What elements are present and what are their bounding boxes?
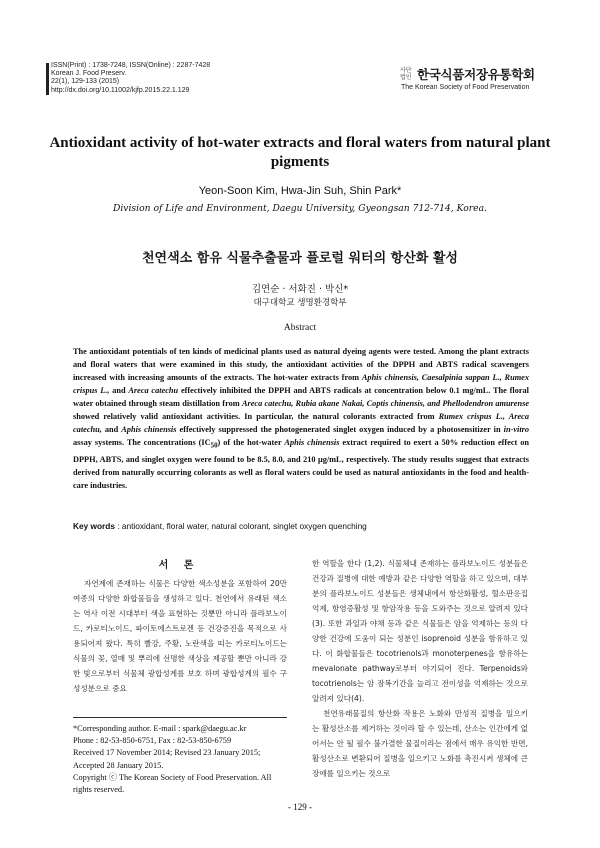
received-date: Received 17 November 2014; Revised 23 January 2015; [73,748,261,758]
contact-phone: Phone : 82-53-850-6751, Fax : 82-53-850-6759 [73,736,232,746]
abstract-text: The antioxidant potentials of ten kinds of medicinal plants used as natural dyeing agents were tested. Among the plant extracts and floral waters that were examined in this study, the antioxidant activities of the DPPH and ABTS radical scavengers increased with increasing amounts of the extracts. The hot-water extracts from Aphis chinensis, Caesalpinia sappan L., Rumex crispus L., and Areca catechu effectively inhibited the DPPH and ABTS radicals at concentration below 0.1 mg/mL. The floral water obtained through steam distillation from Areca catechu, Rubia akane Nakai, Coptis chinensis, and Phellodendron amurense showed relatively valid antioxidant activities. In particular, the natural colorants extracted from Rumex crispus L., Areca catechu, and Aphis chinensis effectively suppressed the photogenerated singlet oxygen induced by a photosensitizer in in-vitro assay systems. The concentrations $(IC_{50})$ of the hot-water Aphis chinensis extract required to exert a 50% reduction effect on DPPH, ABTS, and singlet oxygen were found to be 8.5, 8.0, and 210 μg/mL, respectively. The study results suggest that extracts derived from naturally occurring colorants as well as floral waters could be used as natural antioxidants in the food and health-care industries. [73,347,530,490]
journal-meta [51,62,210,95]
copyright-line-2: rights reserved. [73,785,125,795]
abstract-heading: Abstract [283,323,317,333]
body-column-left [73,576,287,696]
issn-line: ISSN(Print) : 1738-7248, ISSN(Online) : 2287-7428 [51,62,211,69]
society-name-en: The Korean Society of Food Preservation [401,84,530,91]
meta-bar [46,63,49,95]
korean-title: 천연색소 함유 식물추출물과 플로럴 워터의 항산화 활성 [142,251,458,266]
society-prefix: 사단 법인 [400,67,412,81]
keywords-list: : antioxidant, floral water, natural colorant, singlet oxygen quenching [114,521,367,531]
copyright-line: Copyright ⓒ The Korean Society of Food Preservation. All [73,772,272,782]
society-logo [400,64,560,94]
journal-abbrev: Korean J. Food Preserv. [51,70,127,78]
accepted-date: Accepted 28 January 2015. [73,760,164,770]
affiliation: Division of Life and Environment, Daegu University, Gyeongsan 712-714, Korea. [113,203,487,214]
korean-affiliation: 대구대학교 생명환경학부 [253,298,347,308]
section-heading-introduction: 서 론 [158,560,200,571]
doi-link[interactable]: http://dx.doi.org/10.11002/kjfp.2015.22.1.129 [51,86,190,94]
keywords [73,521,529,531]
footnote [73,723,293,796]
body-paragraph: 한 역할을 한다 (1,2). 식물체내 존재하는 플라보노이드 성분들은 건강과 질병에 대한 예방과 같은 다양한 역할을 하고 있으며, 대부분의 플라보노이드 성분들은 생체내에서 항산화활성, 혈소판응집 억제, 항염증활성 및 항암작용 등을 도와주는 것으로 알려져 있다(3). 또한 과일과 야채 등과 같은 식물들은 암을 억제하는 등의 다양한 건강에 도움이 되는 성분인 isoprenoid 성분을 함유하고 있다. 이 화합물들은 tocotrienols과 monoterpenes을 함유하는 mevalonate pathway로부터 야기되어 진다. Terpenoids와 tocotrienols는 암 잠복기간을 늘리고 전이성을 억제하는 것으로 알려져 있다(4). [312,559,528,703]
body-paragraph: 자연계에 존재하는 식물은 다양한 색소성분을 포함하여 20만여종의 다양한 화합물들을 생성하고 있다. 천연에서 유래된 색소는 역사 이전 시대부터 색을 표현하는 것뿐만 아니라 플라보노이드, 카로티노이드, 파이토에스트로겐 등 건강증진을 목적으로 사용되어져 왔다. 특히 빨강, 주황, 노란색을 띠는 카로티노이드는 식물의 꽃, 열매 및 뿌리에 선명한 색상을 제공할 뿐만 아니라 강한 빛으로부터 식물체 광합성계를 보호 하며 광합성계의 필수 구성성분으로 중요 [73,579,287,693]
page-number: - 129 - [288,802,312,812]
body-column-right [312,556,528,781]
volume-line: 22(1), 129-133 (2015) [51,78,120,86]
keywords-label: Key words [73,521,115,531]
authors: Yeon-Soon Kim, Hwa-Jin Suh, Shin Park* [198,185,402,197]
body-paragraph: 천연유래물질의 항산화 작용은 노화와 만성적 질병을 일으키는 활성산소를 제거하는 것이라 할 수 있는데, 산소는 인간에게 없어서는 안 될 필수 불가결한 물질이라는 점에서 매우 유익한 반면, 활성산소로 변환되어 질병을 일으키고 노화를 촉진시켜 생체에 큰 장애를 일으키는 것으로 [312,709,528,778]
footnote-divider [73,717,287,718]
society-name-ko: 한국식품저장유통학회 [417,67,535,82]
korean-authors: 김연순 · 서화진 · 박신* [251,284,349,295]
paper-title: Antioxidant activity of hot-water extracts and floral waters from natural plant pigments [49,135,551,170]
corresponding-author: *Corresponding author. E-mail : spark@daegu.ac.kr [73,724,247,733]
